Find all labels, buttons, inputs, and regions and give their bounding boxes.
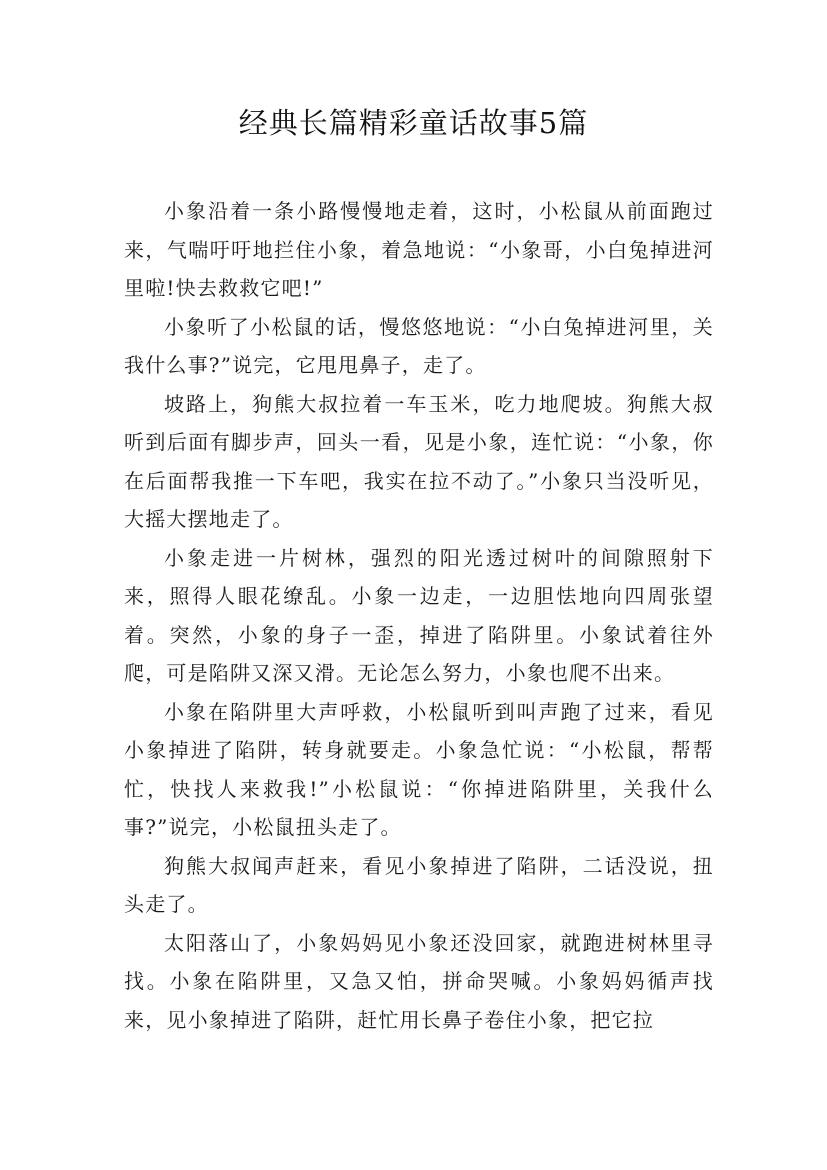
document-body — [124, 192, 714, 1039]
paragraph-5: 小象在陷阱里大声呼救，小松鼠听到叫声跑了过来，看见小象掉进了陷阱，转身就要走。小象急忙说：“小松鼠，帮帮忙，快找人来救我!”小松鼠说：“你掉进陷阱里，关我什么事?”说完，小松鼠扭头走了。 — [124, 699, 714, 839]
document-title: 经典长篇精彩童话故事5篇 — [238, 106, 589, 140]
paragraph-4: 小象走进一片树林，强烈的阳光透过树叶的间隙照射下来，照得人眼花缭乱。小象一边走，一边胆怯地向四周张望着。突然，小象的身子一歪，掉进了陷阱里。小象试着往外爬，可是陷阱又深又滑。无论怎么努力，小象也爬不出来。 — [124, 545, 714, 685]
paragraph-7: 太阳落山了，小象妈妈见小象还没回家，就跑进树林里寻找。小象在陷阱里，又急又怕，拼命哭喊。小象妈妈循声找来，见小象掉进了陷阱，赶忙用长鼻子卷住小象，把它拉 — [124, 930, 714, 1032]
paragraph-2: 小象听了小松鼠的话，慢悠悠地说：“小白兔掉进河里，关我什么事?”说完，它甩甩鼻子，走了。 — [124, 314, 714, 377]
paragraph-3: 坡路上，狗熊大叔拉着一车玉米，吃力地爬坡。狗熊大叔听到后面有脚步声，回头一看，见是小象，连忙说：“小象，你在后面帮我推一下车吧，我实在拉不动了。”小象只当没听见，大摇大摆地走了。 — [124, 391, 714, 531]
paragraph-1: 小象沿着一条小路慢慢地走着，这时，小松鼠从前面跑过来，气喘吁吁地拦住小象，着急地说：“小象哥，小白兔掉进河里啦!快去救救它吧!” — [124, 199, 714, 300]
paragraph-6: 狗熊大叔闻声赶来，看见小象掉进了陷阱，二话没说，扭头走了。 — [124, 853, 714, 916]
